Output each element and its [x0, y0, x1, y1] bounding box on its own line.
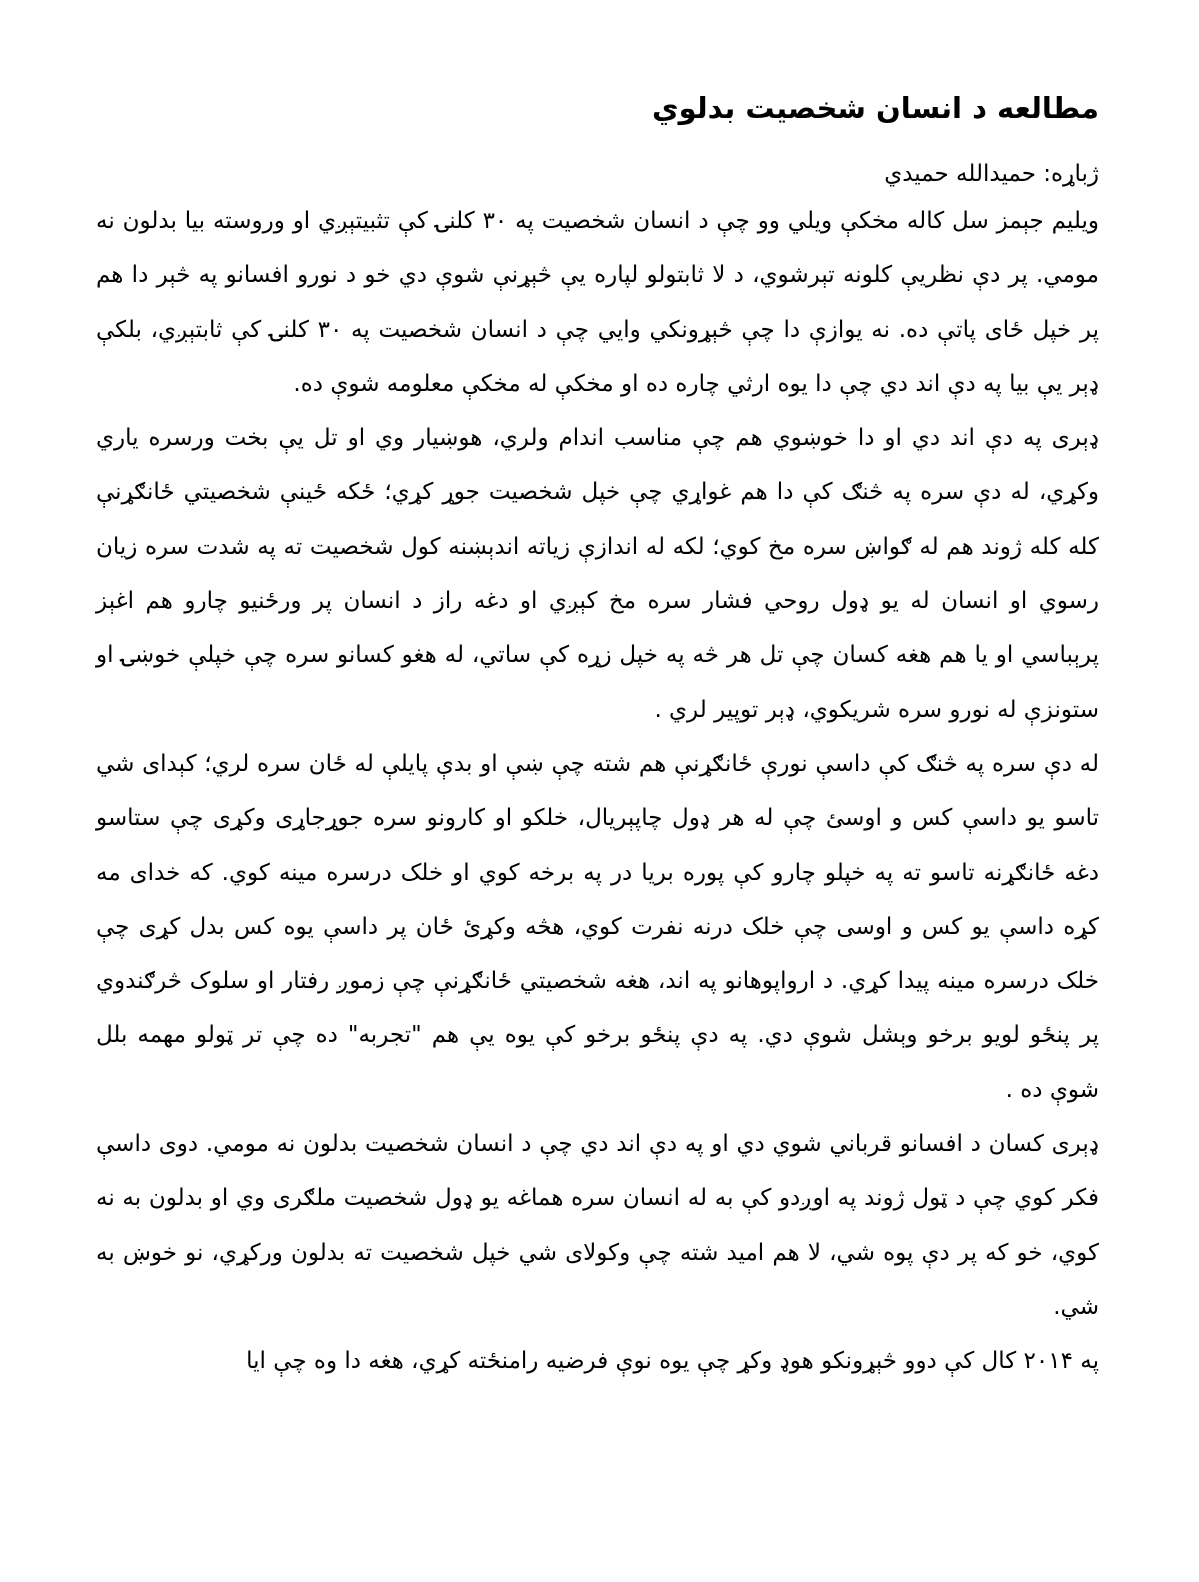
paragraph-4: ډېری کسان د افسانو قرباني شوي دي او په دې اند دي چې د انسان شخصیت بدلون نه مومي. دوی داسې فکر کوي چې د ټول ژوند په اوږدو کې به له انسان سره هماغه یو ډول شخصیت ملګری وي او بدلون به نه کوي، خو که پر دې پوه شي، لا هم امید شته چې وکولای شي خپل شخصیت ته بدلون ورکړي، نو خوښ به شي. [96, 1131, 1099, 1320]
paragraph-5: په ۲۰۱۴ کال کې دوو څېړونکو هوډ وکړ چې یوه نوې فرضیه رامنځته کړي، هغه دا وه چې ایا [246, 1348, 1099, 1375]
document-title: مطالعه د انسان شخصیت بدلوي [651, 91, 1099, 125]
paragraph-2: ډېری په دې اند دي او دا خوښوي هم چې مناسب اندام ولري، هوښیار وي او تل یې بخت ورسره یاري وکړي، له دې سره په څنګ کې دا هم غواړي چې خپل شخصیت جوړ کړي؛ ځکه ځینې شخصیتي ځانګړنې کله کله ژوند هم له ګواښ سره مخ کوي؛ لکه له اندازې زیاته اندېښنه کول شخصیت ته په شدت سره زیان رسوي او انسان له یو ډول روحي فشار سره مخ کېږي او دغه راز د انسان پر ورځنیو چارو هم اغېز پرېباسي او یا هم هغه کسان چې تل هر څه په خپل زړه کې ساتي، له هغو کسانو سره چې خپلې خوښۍ او ستونزې له نورو سره شریکوي، ډېر توپیر لري . [96, 425, 1099, 723]
paragraph-3: له دې سره په څنګ کې داسې نورې ځانګړنې هم شته چې ښې او بدې پایلې له ځان سره لري؛ کېدای شي تاسو یو داسې کس و اوسئ چې له هر ډول چاپېریال، خلکو او کارونو سره جوړجاړی وکړی چې ستاسو دغه ځانګړنه تاسو ته په خپلو چارو کې پوره بریا در په برخه کوي او خلک درسره مینه کوي. که خدای مه کړه داسې یو کس و اوسی چې خلک درنه نفرت کوي، هڅه وکړئ ځان پر داسې یوه کس بدل کړی چې خلک درسره مینه پیدا کړي. د ارواپوهانو په اند، هغه شخصیتي ځانګړنې چې زموږ رفتار او سلوک څرګندوي پر پنځو لویو برخو وېشل شوې دي. په دې پنځو برخو کې یوه یې هم "تجربه" ده چې تر ټولو مهمه بلل شوې ده . [96, 750, 1099, 1103]
paragraph-1: ویلیم جېمز سل کاله مخکې ویلي وو چې د انسان شخصیت په ۳۰ کلنۍ کې تثبیتېږي او وروسته بیا بدلون نه مومي. پر دې نظریې کلونه تېرشوي، د لا ثابتولو لپاره یې څېړنې شوې دي خو د نورو افسانو په څېر دا هم پر خپل ځای پاتې ده. نه یوازې دا چې څېړونکي وايي چې د انسان شخصیت په ۳۰ کلنۍ کې ثابتېږي، بلکې ډېر یې بیا په دې اند دي چې دا یوه ارثي چاره ده او مخکې له مخکې معلومه شوې ده. [96, 208, 1100, 397]
author-line: ژباړه: حمیدالله حمیدي [884, 161, 1099, 187]
document-page [96, 84, 1099, 1389]
